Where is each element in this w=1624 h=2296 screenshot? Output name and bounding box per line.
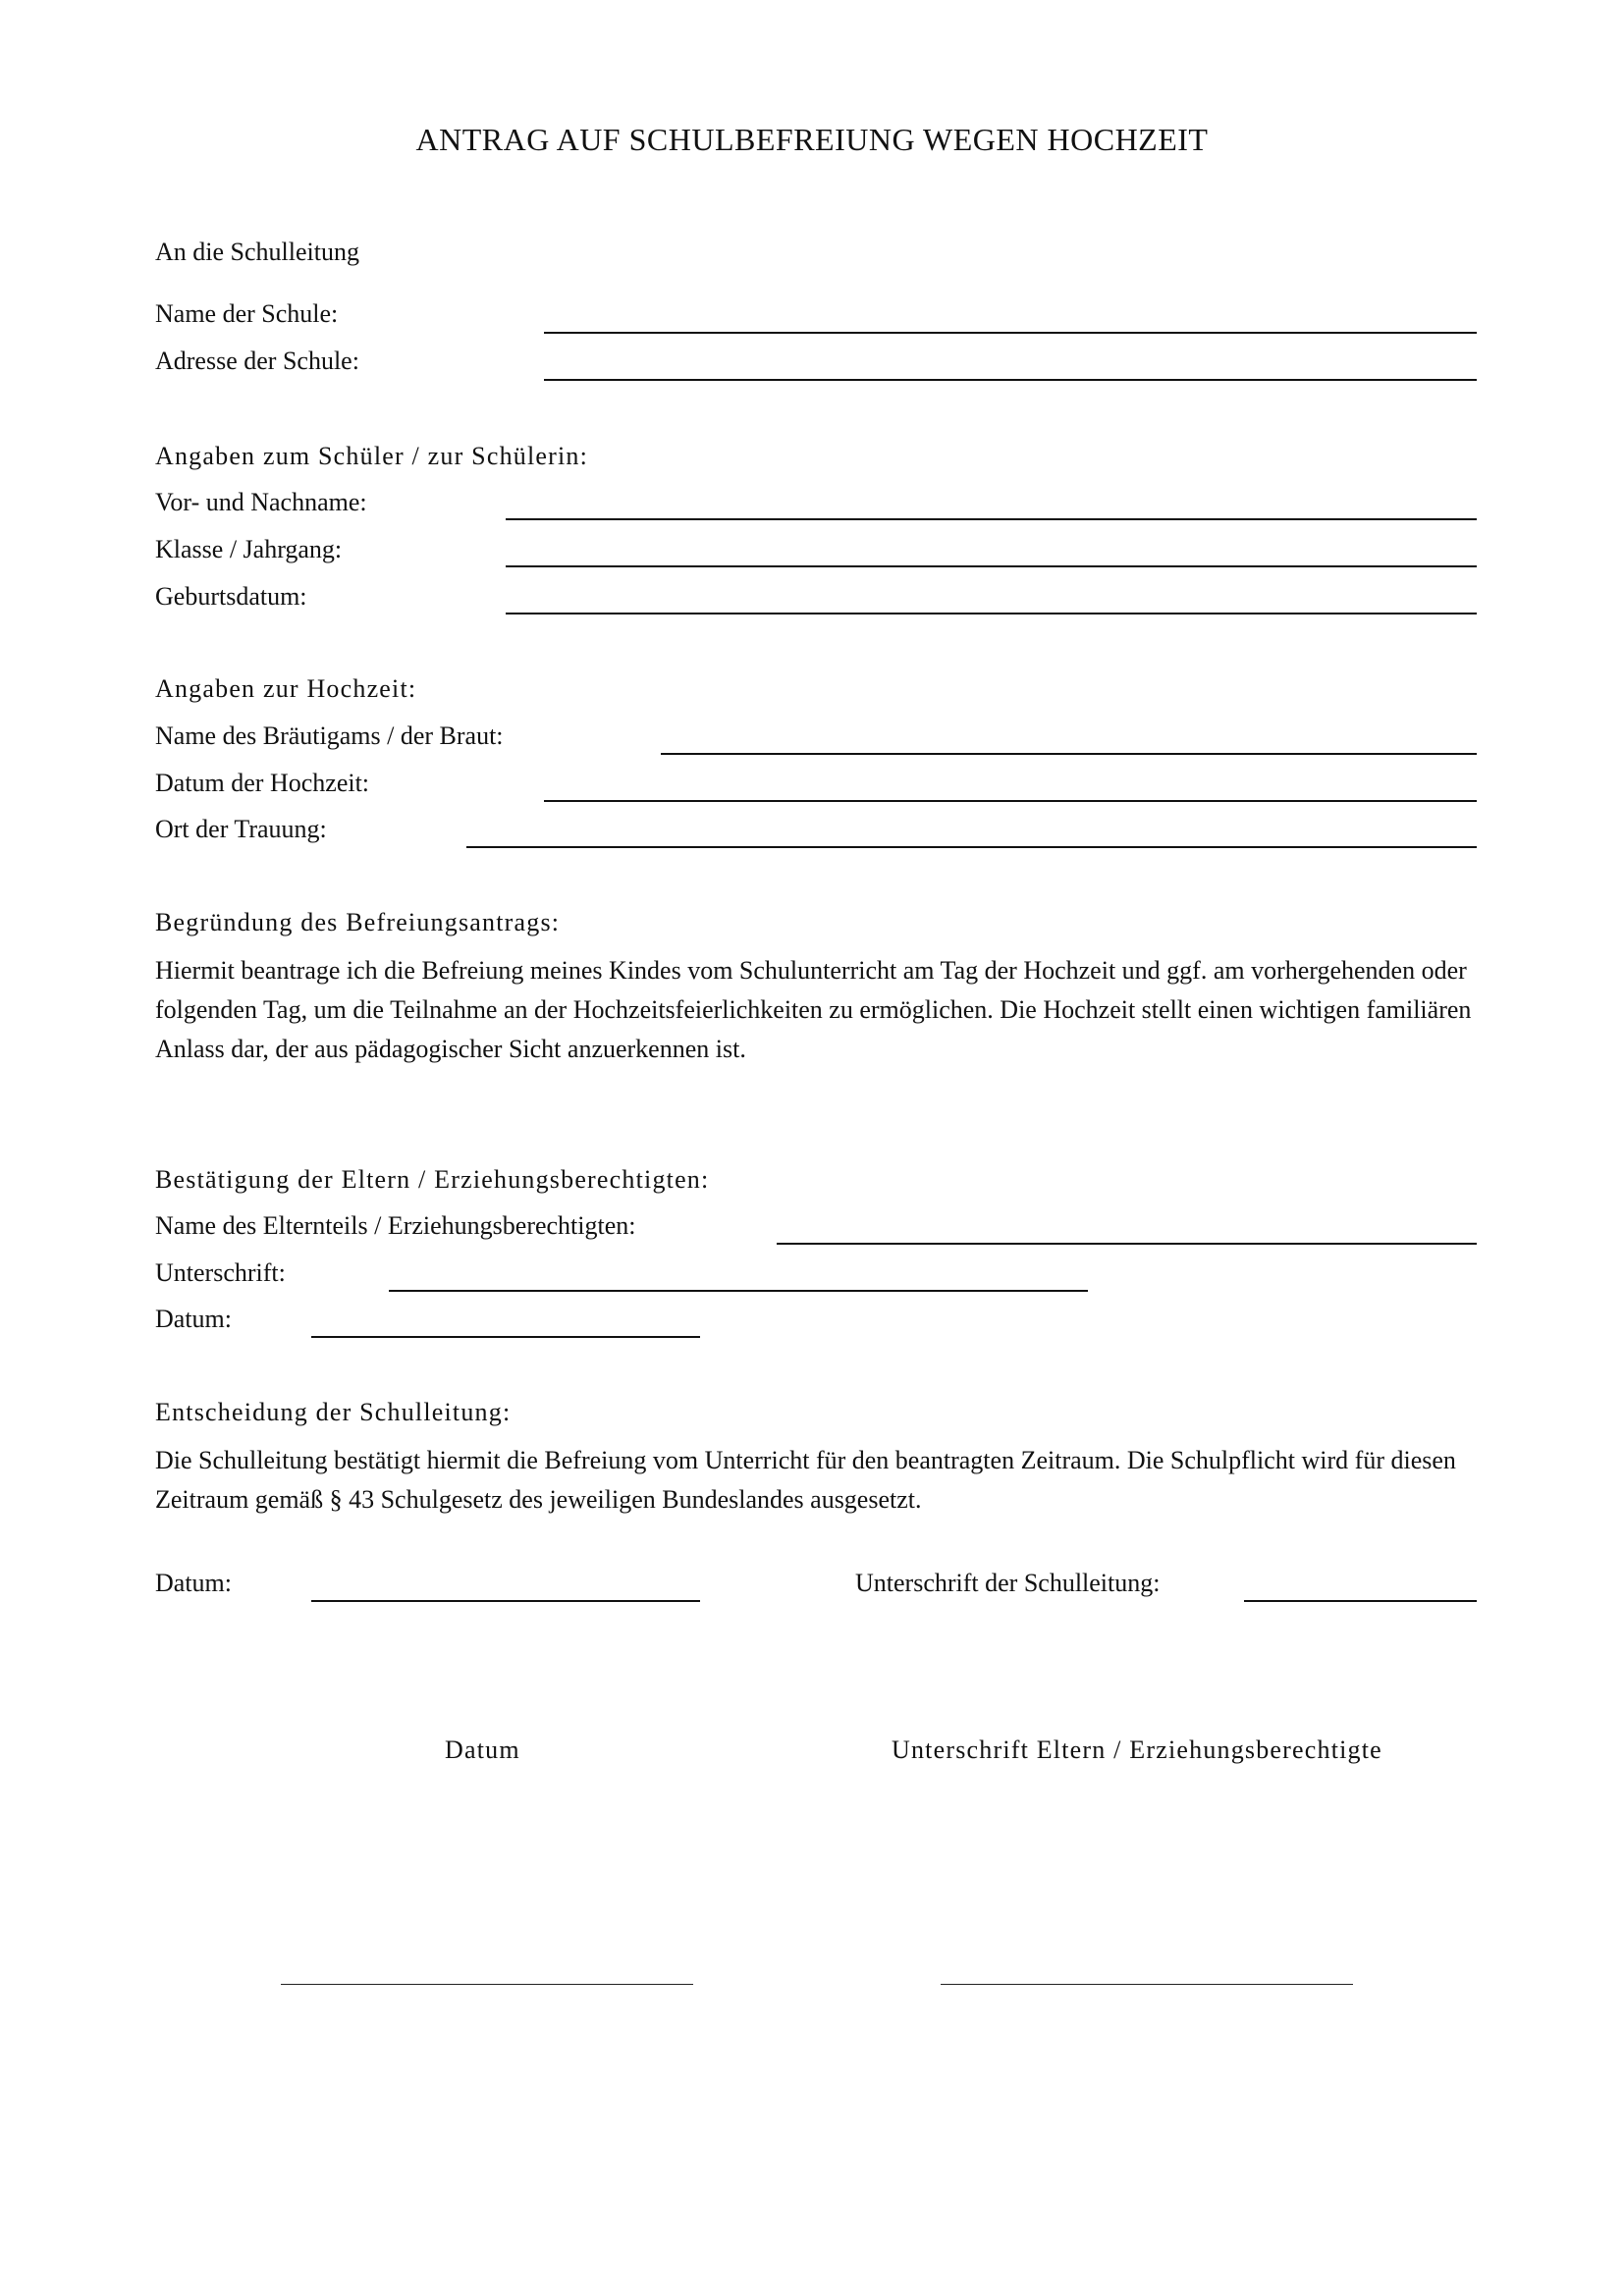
parent-signature-label: Unterschrift:: [155, 1258, 286, 1287]
recipient-line: An die Schulleitung: [155, 238, 359, 266]
decision-date-field[interactable]: [311, 1600, 700, 1602]
wedding-partner-field[interactable]: [661, 753, 1477, 755]
decision-section-heading: Entscheidung der Schulleitung:: [155, 1398, 512, 1426]
footer-signature-label: Unterschrift Eltern / Erziehungsberechtigte: [892, 1735, 1382, 1764]
decision-signature-field[interactable]: [1244, 1600, 1477, 1602]
footer-date-label: Datum: [445, 1735, 520, 1764]
decision-date-label: Datum:: [155, 1569, 232, 1597]
decision-signature-label: Unterschrift der Schulleitung:: [855, 1569, 1161, 1597]
wedding-date-field[interactable]: [544, 800, 1477, 802]
reason-text: Hiermit beantrage ich die Befreiung meines Kindes vom Schulunterricht am Tag der Hochzeit und ggf. am vorhergehenden oder folgenden Tag, um die Teilnahme an der Hochzeitsfeierlichkeiten zu ermöglichen. Die Hochzeit stellt einen wichtigen familiären Anlass dar, der aus pädagogischer Sicht anzuerkennen ist.: [155, 956, 1472, 1063]
school-address-field[interactable]: [544, 379, 1477, 381]
parent-name-label: Name des Elternteils / Erziehungsberechtigten:: [155, 1211, 636, 1240]
student-class-field[interactable]: [506, 565, 1477, 567]
student-class-label: Klasse / Jahrgang:: [155, 535, 343, 563]
parent-signature-field[interactable]: [389, 1290, 1088, 1292]
wedding-date-label: Datum der Hochzeit:: [155, 769, 370, 797]
document-title: ANTRAG AUF SCHULBEFREIUNG WEGEN HOCHZEIT: [415, 122, 1209, 157]
school-name-label: Name der Schule:: [155, 299, 339, 328]
decision-text: Die Schulleitung bestätigt hiermit die Befreiung vom Unterricht für den beantragten Zeitraum. Die Schulpflicht wird für diesen Zeitraum gemäß § 43 Schulgesetz des jeweiligen Bundeslandes ausgesetzt.: [155, 1446, 1456, 1514]
wedding-place-label: Ort der Trauung:: [155, 815, 327, 843]
wedding-partner-label: Name des Bräutigams / der Braut:: [155, 721, 504, 750]
parent-section-heading: Bestätigung der Eltern / Erziehungsberechtigten:: [155, 1165, 710, 1194]
student-section-heading: Angaben zum Schüler / zur Schülerin:: [155, 442, 589, 470]
wedding-place-field[interactable]: [466, 846, 1477, 848]
student-name-field[interactable]: [506, 518, 1477, 520]
wedding-section-heading: Angaben zur Hochzeit:: [155, 674, 417, 703]
footer-signature-field[interactable]: [941, 1984, 1353, 1985]
school-address-label: Adresse der Schule:: [155, 347, 359, 375]
student-birthdate-label: Geburtsdatum:: [155, 582, 307, 611]
reason-section-heading: Begründung des Befreiungsantrags:: [155, 908, 561, 936]
student-name-label: Vor- und Nachname:: [155, 488, 367, 516]
school-name-field[interactable]: [544, 332, 1477, 334]
parent-date-label: Datum:: [155, 1305, 232, 1333]
parent-date-field[interactable]: [311, 1336, 700, 1338]
student-birthdate-field[interactable]: [506, 613, 1477, 614]
parent-name-field[interactable]: [777, 1243, 1477, 1245]
footer-date-field[interactable]: [281, 1984, 693, 1985]
